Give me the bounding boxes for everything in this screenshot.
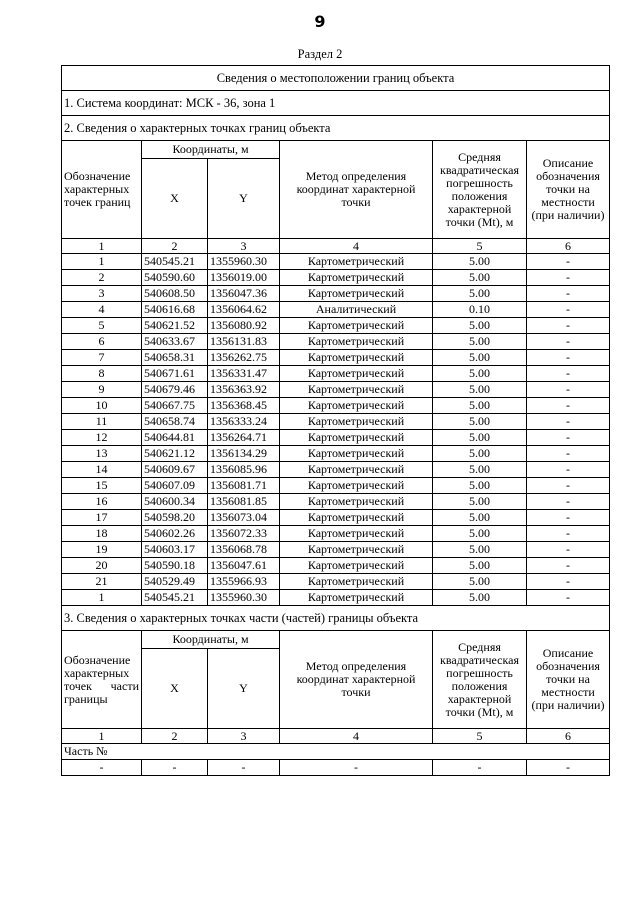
table-row — [62, 254, 610, 270]
point-number: 6 — [62, 334, 142, 350]
method: Картометрический — [280, 542, 433, 558]
error: 5.00 — [433, 366, 527, 382]
method: Картометрический — [280, 350, 433, 366]
error: 5.00 — [433, 318, 527, 334]
method: Картометрический — [280, 286, 433, 302]
point-number: 20 — [62, 558, 142, 574]
column-number: 1 — [62, 239, 142, 254]
error: 5.00 — [433, 254, 527, 270]
table-row — [62, 398, 610, 414]
coord-x: 540598.20 — [142, 510, 208, 526]
point-number: 12 — [62, 430, 142, 446]
error: 5.00 — [433, 478, 527, 494]
coord-x: 540671.61 — [142, 366, 208, 382]
error: 5.00 — [433, 558, 527, 574]
coord-y: 1356363.92 — [208, 382, 280, 398]
point-number: 3 — [62, 286, 142, 302]
description: - — [527, 334, 610, 350]
coord-y: 1356264.71 — [208, 430, 280, 446]
point-number: 19 — [62, 542, 142, 558]
coord-x: 540608.50 — [142, 286, 208, 302]
error: 5.00 — [433, 510, 527, 526]
boundary-table — [61, 65, 610, 776]
coord-y: 1356072.33 — [208, 526, 280, 542]
method: Картометрический — [280, 270, 433, 286]
coord-y: 1356131.83 — [208, 334, 280, 350]
points-rows — [62, 254, 610, 606]
coord-y: 1356262.75 — [208, 350, 280, 366]
part-cell: - — [142, 760, 208, 776]
coord-x: 540609.67 — [142, 462, 208, 478]
coord-x: 540633.67 — [142, 334, 208, 350]
parts-header-y: Y — [208, 649, 280, 729]
error: 0.10 — [433, 302, 527, 318]
coord-x: 540545.21 — [142, 254, 208, 270]
parts-header-description: Описание обозначения точки на местности (при наличии) — [527, 631, 610, 729]
parts-header-x: X — [142, 649, 208, 729]
point-number: 14 — [62, 462, 142, 478]
part-row — [62, 760, 610, 776]
parts-header-designation: Обозначение характерных точек части границы — [62, 631, 142, 729]
header-description: Описание обозначения точки на местности (при наличии) — [527, 141, 610, 239]
part-cell: - — [527, 760, 610, 776]
error: 5.00 — [433, 430, 527, 446]
column-number: 6 — [527, 729, 610, 744]
header-method: Метод определения координат характерной точки — [280, 141, 433, 239]
coord-x: 540600.34 — [142, 494, 208, 510]
description: - — [527, 366, 610, 382]
point-number: 8 — [62, 366, 142, 382]
method: Картометрический — [280, 526, 433, 542]
coord-y: 1356047.61 — [208, 558, 280, 574]
header-x: X — [142, 159, 208, 239]
description: - — [527, 526, 610, 542]
coord-x: 540621.12 — [142, 446, 208, 462]
coord-x: 540529.49 — [142, 574, 208, 590]
point-number: 7 — [62, 350, 142, 366]
column-number: 1 — [62, 729, 142, 744]
table-row — [62, 478, 610, 494]
table-row — [62, 526, 610, 542]
coord-y: 1356068.78 — [208, 542, 280, 558]
coord-y: 1356331.47 — [208, 366, 280, 382]
method: Картометрический — [280, 430, 433, 446]
parts-header-method: Метод определения координат характерной точки — [280, 631, 433, 729]
coord-x: 540602.26 — [142, 526, 208, 542]
coord-x: 540590.60 — [142, 270, 208, 286]
table-row — [62, 302, 610, 318]
method: Картометрический — [280, 414, 433, 430]
method: Картометрический — [280, 590, 433, 606]
coord-x: 540603.17 — [142, 542, 208, 558]
description: - — [527, 318, 610, 334]
column-number: 4 — [280, 729, 433, 744]
parts-header-coordinates: Координаты, м — [142, 631, 280, 649]
method: Картометрический — [280, 254, 433, 270]
method: Картометрический — [280, 382, 433, 398]
table-row — [62, 318, 610, 334]
point-number: 2 — [62, 270, 142, 286]
table-row — [62, 366, 610, 382]
coord-x: 540644.81 — [142, 430, 208, 446]
method: Картометрический — [280, 366, 433, 382]
coord-x: 540607.09 — [142, 478, 208, 494]
header-error: Средняя квадратическая погрешность положения характерной точки (Mt), м — [433, 141, 527, 239]
description: - — [527, 350, 610, 366]
description: - — [527, 478, 610, 494]
description: - — [527, 590, 610, 606]
coord-y: 1355966.93 — [208, 574, 280, 590]
coord-system: 1. Система координат: МСК - 36, зона 1 — [62, 91, 610, 116]
table-title: Сведения о местоположении границ объекта — [62, 66, 610, 91]
description: - — [527, 414, 610, 430]
table-row — [62, 430, 610, 446]
table-row — [62, 270, 610, 286]
coord-x: 540616.68 — [142, 302, 208, 318]
description: - — [527, 382, 610, 398]
error: 5.00 — [433, 382, 527, 398]
error: 5.00 — [433, 542, 527, 558]
part-cell: - — [280, 760, 433, 776]
error: 5.00 — [433, 590, 527, 606]
table-row — [62, 350, 610, 366]
table-row — [62, 590, 610, 606]
point-number: 10 — [62, 398, 142, 414]
error: 5.00 — [433, 494, 527, 510]
coord-y: 1356081.71 — [208, 478, 280, 494]
column-numbers-row — [62, 239, 610, 254]
table-row — [62, 446, 610, 462]
coord-y: 1356019.00 — [208, 270, 280, 286]
table-row — [62, 334, 610, 350]
error: 5.00 — [433, 286, 527, 302]
section-title: Раздел 2 — [297, 47, 343, 61]
point-number: 21 — [62, 574, 142, 590]
method: Картометрический — [280, 574, 433, 590]
parts-section-title: 3. Сведения о характерных точках части (частей) границы объекта — [62, 606, 610, 631]
coord-y: 1356073.04 — [208, 510, 280, 526]
point-number: 18 — [62, 526, 142, 542]
description: - — [527, 254, 610, 270]
point-number: 15 — [62, 478, 142, 494]
column-number: 2 — [142, 239, 208, 254]
method: Картометрический — [280, 446, 433, 462]
method: Картометрический — [280, 334, 433, 350]
description: - — [527, 574, 610, 590]
error: 5.00 — [433, 398, 527, 414]
description: - — [527, 286, 610, 302]
method: Картометрический — [280, 478, 433, 494]
column-number: 5 — [433, 729, 527, 744]
table-row — [62, 286, 610, 302]
header-designation: Обозначение характерных точек границ — [62, 141, 142, 239]
table-row — [62, 574, 610, 590]
part-cell: - — [62, 760, 142, 776]
description: - — [527, 446, 610, 462]
description: - — [527, 510, 610, 526]
point-number: 5 — [62, 318, 142, 334]
coord-x: 540658.31 — [142, 350, 208, 366]
part-label: Часть № — [62, 744, 610, 760]
description: - — [527, 494, 610, 510]
description: - — [527, 398, 610, 414]
error: 5.00 — [433, 574, 527, 590]
description: - — [527, 542, 610, 558]
method: Картометрический — [280, 462, 433, 478]
coord-y: 1356368.45 — [208, 398, 280, 414]
coord-y: 1355960.30 — [208, 590, 280, 606]
table-row — [62, 382, 610, 398]
column-number: 5 — [433, 239, 527, 254]
coord-y: 1356064.62 — [208, 302, 280, 318]
method: Картометрический — [280, 510, 433, 526]
table-row — [62, 462, 610, 478]
part-cell: - — [433, 760, 527, 776]
table-row — [62, 510, 610, 526]
table-row — [62, 558, 610, 574]
description: - — [527, 462, 610, 478]
point-number: 1 — [62, 590, 142, 606]
coord-x: 540658.74 — [142, 414, 208, 430]
part-cell: - — [208, 760, 280, 776]
column-number: 4 — [280, 239, 433, 254]
parts-column-numbers-row — [62, 729, 610, 744]
point-number: 4 — [62, 302, 142, 318]
coord-x: 540667.75 — [142, 398, 208, 414]
error: 5.00 — [433, 270, 527, 286]
table-row — [62, 542, 610, 558]
header-y: Y — [208, 159, 280, 239]
point-number: 9 — [62, 382, 142, 398]
column-number: 3 — [208, 239, 280, 254]
method: Картометрический — [280, 398, 433, 414]
column-number: 2 — [142, 729, 208, 744]
description: - — [527, 270, 610, 286]
description: - — [527, 430, 610, 446]
error: 5.00 — [433, 446, 527, 462]
coord-y: 1356085.96 — [208, 462, 280, 478]
coord-x: 540679.46 — [142, 382, 208, 398]
coord-x: 540621.52 — [142, 318, 208, 334]
coord-x: 540590.18 — [142, 558, 208, 574]
error: 5.00 — [433, 462, 527, 478]
error: 5.00 — [433, 414, 527, 430]
method: Аналитический — [280, 302, 433, 318]
method: Картометрический — [280, 558, 433, 574]
coord-y: 1356047.36 — [208, 286, 280, 302]
page-number: 9 — [314, 12, 326, 31]
coord-y: 1355960.30 — [208, 254, 280, 270]
points-section-title: 2. Сведения о характерных точках границ объекта — [62, 116, 610, 141]
error: 5.00 — [433, 350, 527, 366]
point-number: 11 — [62, 414, 142, 430]
description: - — [527, 558, 610, 574]
coord-y: 1356134.29 — [208, 446, 280, 462]
error: 5.00 — [433, 334, 527, 350]
point-number: 16 — [62, 494, 142, 510]
point-number: 13 — [62, 446, 142, 462]
coord-y: 1356081.85 — [208, 494, 280, 510]
error: 5.00 — [433, 526, 527, 542]
method: Картометрический — [280, 494, 433, 510]
point-number: 17 — [62, 510, 142, 526]
coord-y: 1356333.24 — [208, 414, 280, 430]
coord-x: 540545.21 — [142, 590, 208, 606]
column-number: 6 — [527, 239, 610, 254]
point-number: 1 — [62, 254, 142, 270]
coord-y: 1356080.92 — [208, 318, 280, 334]
table-row — [62, 414, 610, 430]
header-coordinates: Координаты, м — [142, 141, 280, 159]
table-row — [62, 494, 610, 510]
column-number: 3 — [208, 729, 280, 744]
description: - — [527, 302, 610, 318]
parts-header-error: Средняя квадратическая погрешность положения характерной точки (Mt), м — [433, 631, 527, 729]
method: Картометрический — [280, 318, 433, 334]
